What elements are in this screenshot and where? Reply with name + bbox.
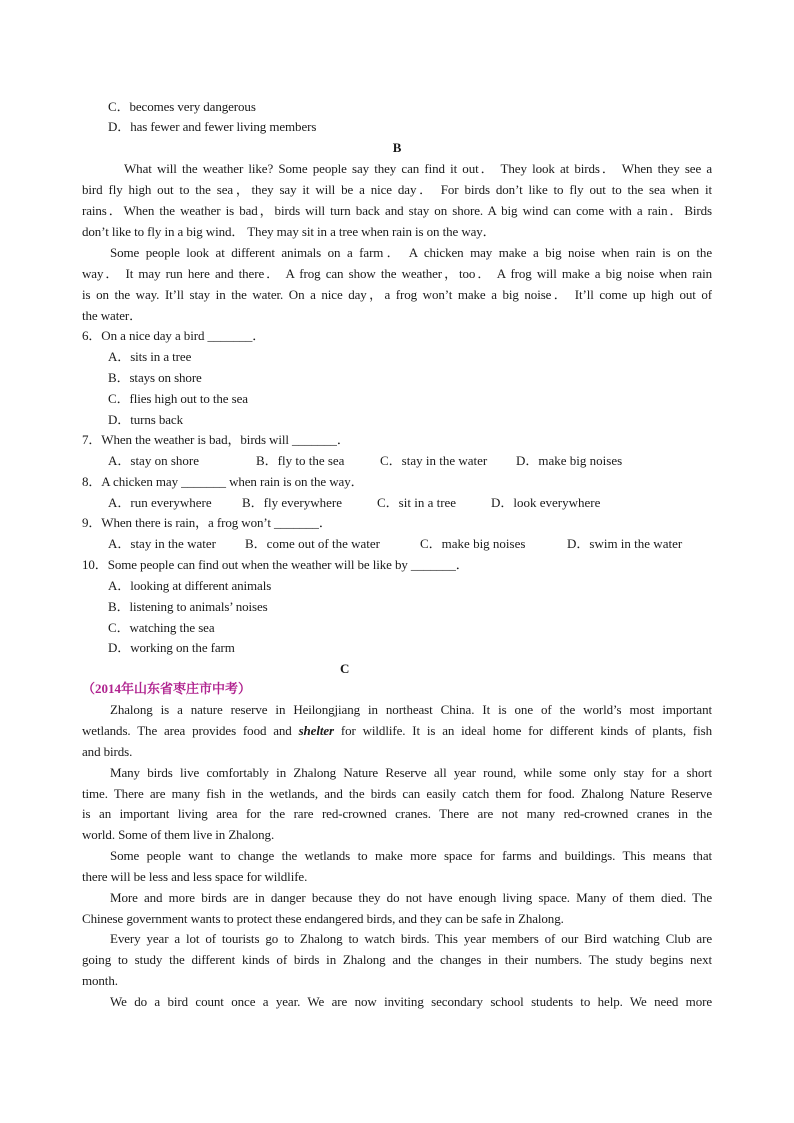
question-9-option-b: B．come out of the water <box>245 536 381 551</box>
passage-c-p5-line1: Every year a lot of tourists go to Zhalong to watch birds. This year members of our Bird watching Club are <box>110 931 712 946</box>
question-8-option-a: A．run everywhere <box>108 495 212 510</box>
passage-c-p2-line4: world. Some of them live in Zhalong. <box>82 827 275 842</box>
passage-c-p1-line2: wetlands. The area provides food and shelter for wildlife. It is an ideal home for different kinds of plants, fish <box>82 723 712 738</box>
passage-b-p2-line1: Some people look at different animals on a farm． A chicken may make a big noise when rain is on the <box>110 245 712 260</box>
question-6-option-c: C．flies high out to the sea <box>108 391 248 406</box>
question-7-option-c: C．stay in the water <box>380 453 488 468</box>
passage-c-p2-line3: is an important living area for the rare red-crowned cranes. There are not many red-crowned cranes in the <box>82 806 712 821</box>
passage-c-p4-line2: Chinese government wants to protect these endangered birds, and they can be safe in Zhalong. <box>82 911 564 926</box>
passage-c-p3-line2: there will be less and less space for wildlife. <box>82 869 308 884</box>
passage-c-p5-line2: going to study the different kinds of birds in Zhalong and the changes in their numbers. The study begins next <box>82 952 712 967</box>
section-b-heading: B <box>392 140 402 155</box>
q5-option-d: D．has fewer and fewer living members <box>108 119 317 134</box>
question-10-option-a: A．looking at different animals <box>108 578 272 593</box>
question-9-option-d: D．swim in the water <box>567 536 683 551</box>
passage-b-p1-line3: rains．When the weather is bad，birds will turn back and stay on shore. A big wind can come with a rain．Birds <box>82 203 712 218</box>
question-10-stem: 10．Some people can find out when the weather will be like by _______． <box>82 557 469 572</box>
passage-c-p4-line1: More and more birds are in danger because they do not have enough living space. Many of them died. The <box>110 890 712 905</box>
keyword-shelter: shelter <box>298 723 334 738</box>
passage-b-p2-line2: way． It may run here and there． A frog can show the weather，too． A frog will make a big noise when rain <box>82 266 712 281</box>
passage-c-p1-line1: Zhalong is a nature reserve in Heilongjiang in northeast China. It is one of the world’s most important <box>110 702 712 717</box>
question-6-option-a: A．sits in a tree <box>108 349 192 364</box>
passage-c-p6-line1: We do a bird count once a year. We are now inviting secondary school students to help. We need more <box>110 994 712 1009</box>
question-6-option-d: D．turns back <box>108 412 183 427</box>
passage-b-p1-line1: What will the weather like? Some people say they can find it out． They look at birds． When they see a <box>124 161 712 176</box>
question-8-option-b: B．fly everywhere <box>242 495 342 510</box>
passage-c-p2-line1: Many birds live comfortably in Zhalong Nature Reserve all year round, while some only stay for a short <box>110 765 712 780</box>
question-6-stem: 6．On a nice day a bird _______． <box>82 328 266 343</box>
question-7-option-a: A．stay on shore <box>108 453 199 468</box>
exam-source-label: （2014年山东省枣庄市中考） <box>82 681 252 696</box>
question-7-option-d: D．make big noises <box>516 453 623 468</box>
q5-option-c: C．becomes very dangerous <box>108 99 256 114</box>
passage-c-p3-line1: Some people want to change the wetlands to make more space for farms and buildings. This means that <box>110 848 712 863</box>
passage-c-p1-line3: and birds. <box>82 744 133 759</box>
question-10-option-b: B．listening to animals’ noises <box>108 599 268 614</box>
passage-b-p1-line2: bird fly high out to the sea，they say it will be a nice day． For birds don’t like to fly out to the sea when it <box>82 182 712 197</box>
passage-c-p5-line3: month. <box>82 973 118 988</box>
passage-b-p2-line3: is on the way. It’ll stay in the water. On a nice day，a frog won’t make a big noise． It’ll come up high out of <box>82 287 712 302</box>
question-10-option-d: D．working on the farm <box>108 640 235 655</box>
question-9-option-c: C．make big noises <box>420 536 526 551</box>
question-8-option-c: C．sit in a tree <box>377 495 457 510</box>
question-7-option-b: B．fly to the sea <box>256 453 345 468</box>
question-9-option-a: A．stay in the water <box>108 536 216 551</box>
section-c-heading: C <box>340 661 350 676</box>
question-6-option-b: B．stays on shore <box>108 370 202 385</box>
question-9-stem: 9．When there is rain，a frog won’t _______． <box>82 515 332 530</box>
passage-b-p2-line4: the water． <box>82 308 143 323</box>
passage-b-p1-line4: don’t like to fly in a big wind． They may sit in a tree when rain is on the way． <box>82 224 496 239</box>
question-8-stem: 8．A chicken may _______ when rain is on the way． <box>82 474 364 489</box>
question-8-option-d: D．look everywhere <box>491 495 601 510</box>
passage-c-p2-line2: time. There are many fish in the wetlands, and the birds can easily catch them for food. Zhalong Nature Reserve <box>82 786 712 801</box>
question-10-option-c: C．watching the sea <box>108 620 215 635</box>
question-7-stem: 7．When the weather is bad，birds will _______． <box>82 432 350 447</box>
